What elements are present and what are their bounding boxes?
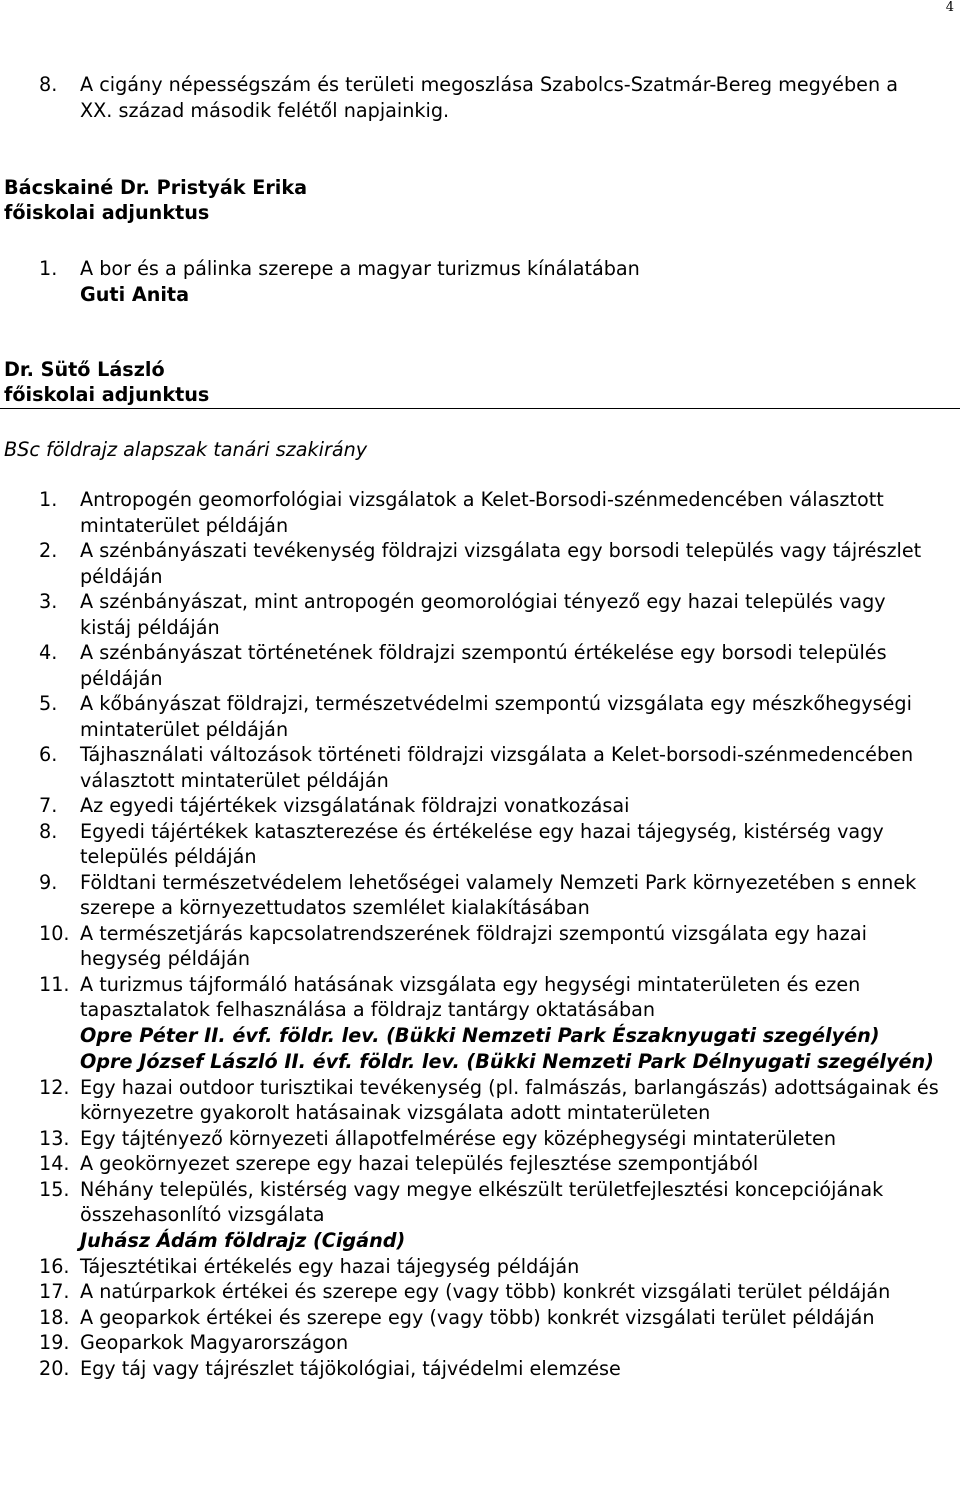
item-text: A szénbányászat történetének földrajzi szempontú értékelése egy borsodi település példáján	[80, 641, 887, 690]
item-number: 5.	[39, 692, 58, 715]
item-text: A bor és a pálinka szerepe a magyar turizmus kínálatában	[80, 257, 640, 280]
item-text: Néhány település, kistérség vagy megye elkészült területfejlesztési koncepciójának összehasonlító vizsgálata	[80, 1177, 884, 1226]
item-text: A szénbányászat, mint antropogén geomorológiai tényező egy hazai település vagy kistáj példáján	[80, 590, 886, 639]
student-name: Guti Anita	[80, 282, 190, 306]
list-item	[39, 870, 939, 921]
list-item	[39, 256, 939, 307]
item-number: 8.	[39, 73, 58, 96]
item-number: 1.	[39, 488, 58, 511]
student-name: Juhász Ádám földrajz (Cigánd)	[80, 1228, 406, 1252]
list-item	[39, 1305, 939, 1331]
list-item	[39, 1356, 939, 1382]
list-item	[39, 640, 939, 691]
list-item	[39, 589, 939, 640]
item-text: A natúrparkok értékei és szerepe egy (vagy több) konkrét vizsgálati terület példáján	[80, 1280, 891, 1303]
item-number: 8.	[39, 819, 58, 843]
list-item	[39, 1254, 939, 1280]
item-number: 15.	[39, 1177, 70, 1201]
item-text: A kőbányászat földrajzi, természetvédelmi szempontú vizsgálata egy mészkőhegységi mintaterület példáján	[80, 692, 912, 741]
list-item	[39, 1126, 939, 1152]
list-item	[39, 972, 939, 1075]
list-item	[39, 819, 939, 870]
item-text: A geokörnyezet szerepe egy hazai település fejlesztése szempontjából	[80, 1152, 759, 1175]
list-item	[39, 1151, 939, 1177]
item-number: 17.	[39, 1280, 70, 1303]
student-name: Opre József László II. évf. földr. lev. (Bükki Nemzeti Park Délnyugati szegélyén)	[80, 1049, 934, 1073]
advisor-title: főiskolai adjunktus	[4, 201, 210, 224]
item-text: Tájhasználati változások történeti földrajzi vizsgálata a Kelet-borsodi-szénmedencében választott mintaterület példáján	[80, 743, 914, 792]
list-item	[39, 1330, 939, 1356]
list-item	[39, 487, 939, 538]
item-number: 4.	[39, 641, 58, 664]
list-item	[39, 1177, 939, 1254]
advisor-name: Dr. Sütő László	[4, 358, 165, 381]
item-text: Egy tájtényező környezeti állapotfelmérése egy középhegységi mintaterületen	[80, 1126, 837, 1150]
item-number: 10.	[39, 921, 70, 945]
list-item	[39, 691, 939, 742]
list-item	[39, 742, 939, 793]
student-name: Opre Péter II. évf. földr. lev. (Bükki Nemzeti Park Északnyugati szegélyén)	[80, 1023, 880, 1047]
item-number: 6.	[39, 743, 58, 766]
item-text: A természetjárás kapcsolatrendszerének földrajzi szempontú vizsgálata egy hazai hegység példáján	[80, 921, 867, 970]
item-text: A szénbányászati tevékenység földrajzi vizsgálata egy borsodi település vagy tájrészlet példáján	[80, 539, 922, 588]
page-number: 4	[945, 0, 954, 15]
item-number: 1.	[39, 257, 58, 280]
item-text: Egyedi tájértékek kataszterezése és értékelése egy hazai tájegység, kistérség vagy település példáján	[80, 819, 884, 868]
item-text: Az egyedi tájértékek vizsgálatának földrajzi vonatkozásai	[80, 794, 630, 817]
item-number: 11.	[39, 972, 70, 996]
topic-list	[39, 487, 939, 1381]
item-number: 12.	[39, 1075, 70, 1099]
item-number: 9.	[39, 870, 58, 894]
item-number: 14.	[39, 1152, 70, 1175]
advisor-title: főiskolai adjunktus	[4, 383, 210, 406]
section-title: BSc földrajz alapszak tanári szakirány	[4, 438, 368, 461]
item-text: Antropogén geomorfológiai vizsgálatok a Kelet-Borsodi-szénmedencében választott mintaterület példáján	[80, 488, 884, 537]
item-text: Geoparkok Magyarországon	[80, 1331, 349, 1354]
list-item	[39, 1279, 939, 1305]
item-number: 13.	[39, 1126, 70, 1150]
item-number: 18.	[39, 1305, 70, 1329]
section-divider	[0, 408, 960, 409]
item-text: Földtani természetvédelem lehetőségei valamely Nemzeti Park környezetében s ennek szerepe a környezettudatos szemlélet kialakításában	[80, 870, 917, 919]
list-item	[39, 72, 899, 123]
item-number: 20.	[39, 1356, 70, 1380]
item-text: A turizmus tájformáló hatásának vizsgálata egy hegységi mintaterületen és ezen tapasztalatok felhasználása a földrajz tantárgy oktatásában	[80, 972, 861, 1021]
item-number: 7.	[39, 794, 58, 817]
item-number: 3.	[39, 590, 58, 613]
item-number: 2.	[39, 539, 58, 562]
list-item	[39, 538, 939, 589]
list-item	[39, 921, 939, 972]
item-text: Egy hazai outdoor turisztikai tevékenység (pl. falmászás, barlangászás) adottságainak és környezetre gyakorolt hatásainak vizsgálata adott mintaterületen	[80, 1075, 939, 1124]
item-text: Egy táj vagy tájrészlet tájökológiai, tájvédelmi elemzése	[80, 1356, 621, 1380]
list-item	[39, 1075, 939, 1126]
advisor-name: Bácskainé Dr. Pristyák Erika	[4, 176, 308, 199]
item-text: A geoparkok értékei és szerepe egy (vagy több) konkrét vizsgálati terület példáján	[80, 1305, 875, 1329]
item-text: Tájesztétikai értékelés egy hazai tájegység példáján	[80, 1254, 580, 1278]
item-number: 16.	[39, 1254, 70, 1278]
item-number: 19.	[39, 1331, 70, 1354]
item-text: A cigány népességszám és területi megoszlása Szabolcs-Szatmár-Bereg megyében a XX. század második felétől napjainkig.	[80, 73, 898, 122]
list-item	[39, 793, 939, 819]
